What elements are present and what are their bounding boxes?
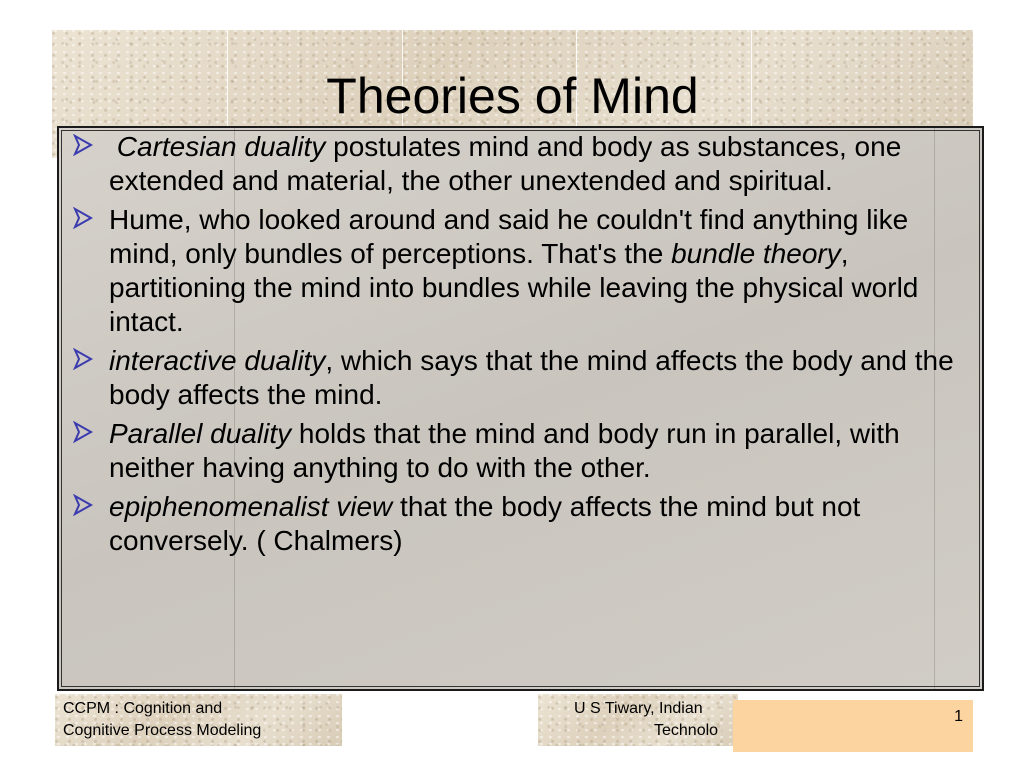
bullet-text: that the body affects the mind but not conversely. ( Chalmers)	[109, 491, 861, 556]
bullet-text: postulates mind and body as substances, one extended and material, the other unextended and spiritual.	[109, 131, 902, 196]
bullet-term: Cartesian duality	[116, 131, 326, 162]
arrowhead-bullet-icon	[72, 207, 94, 229]
arrowhead-bullet-icon	[72, 134, 94, 156]
bullet-item	[68, 344, 976, 412]
bullet-term: bundle theory	[671, 238, 841, 269]
slide-title: Theories of Mind	[326, 68, 699, 124]
footer-author	[538, 694, 738, 746]
footer-course-line1: CCPM : Cognition and	[63, 700, 223, 717]
arrowhead-bullet-icon	[72, 348, 94, 370]
bullet-item	[68, 417, 976, 485]
page-number-box	[733, 700, 973, 752]
footer-author-line1: U S Tiwary, Indian	[574, 700, 703, 717]
footer-course-name	[55, 694, 342, 746]
bullet-text: holds that the mind and body run in parallel, with neither having anything to do with the other.	[109, 418, 900, 483]
arrowhead-bullet-icon	[72, 421, 94, 443]
bullet-item	[68, 130, 976, 198]
footer-author-line2: Technolo	[654, 722, 719, 739]
bullet-item	[68, 203, 976, 339]
bullet-text: Hume, who looked around and said he couldn't find anything like mind, only bundles of perceptions. That's the	[109, 204, 909, 269]
arrowhead-bullet-icon	[72, 494, 94, 516]
bullet-text: , which says that the mind affects the body and the body affects the mind.	[109, 345, 954, 410]
bullet-term: interactive duality	[109, 345, 326, 376]
bullet-list	[68, 130, 976, 563]
bullet-term: Parallel duality	[109, 418, 292, 449]
bullet-term: epiphenomenalist view	[109, 491, 393, 522]
bullet-text: , partitioning the mind into bundles while leaving the physical world intact.	[109, 238, 919, 337]
page-number: 1	[954, 708, 963, 725]
footer-course-line2: Cognitive Process Modeling	[63, 722, 262, 739]
bullet-item	[68, 490, 976, 558]
